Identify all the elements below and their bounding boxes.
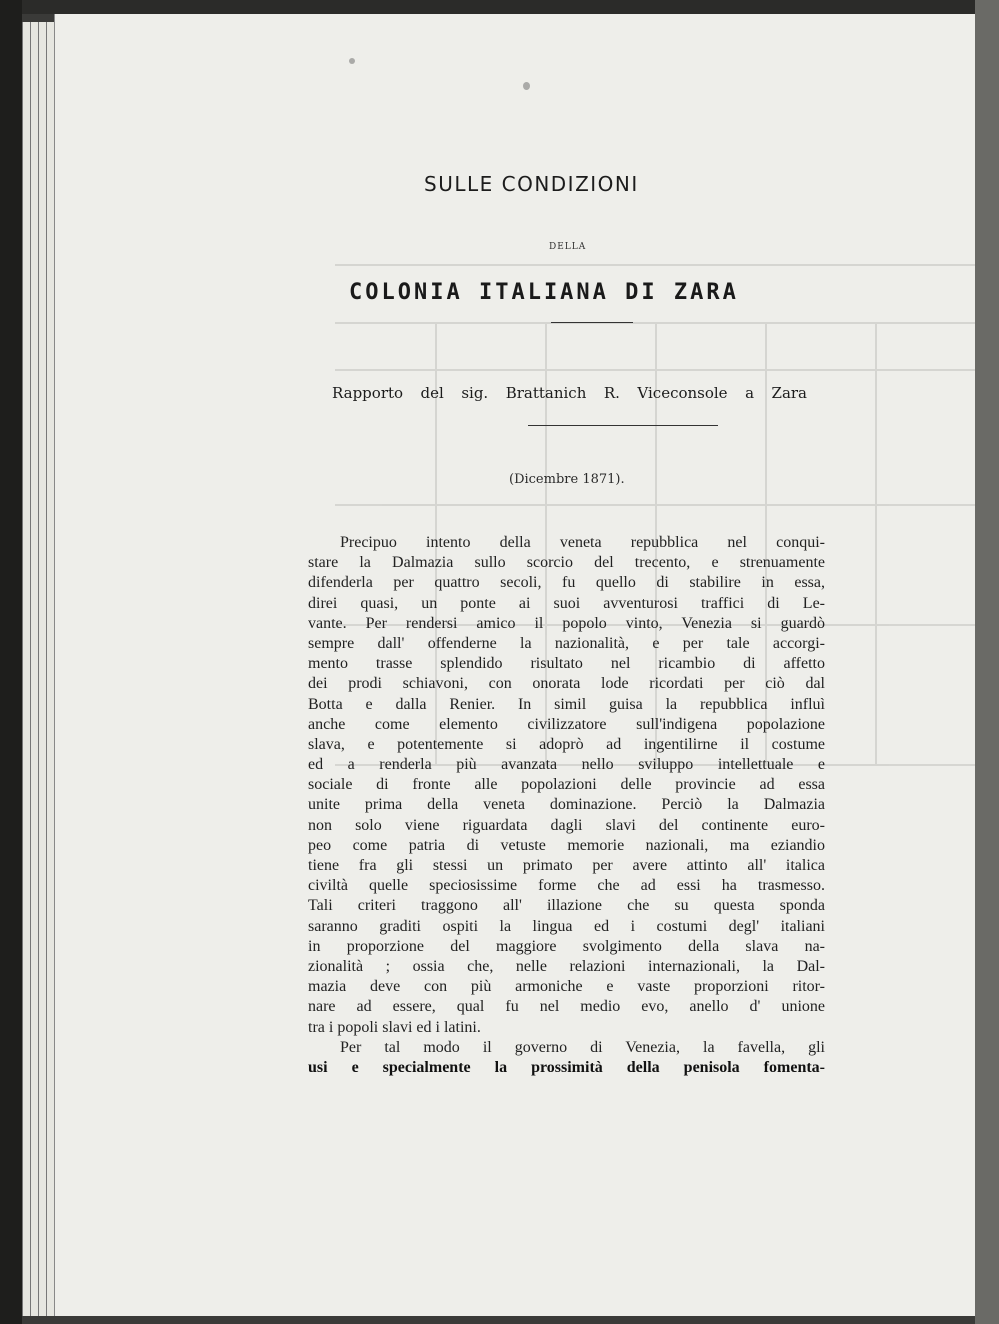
report-date: (Dicembre 1871). <box>509 472 625 487</box>
body-paragraphs <box>308 533 825 1078</box>
body-line: difenderla per quattro secoli, fu quello di stabilire in essa, <box>308 574 825 592</box>
byline-divider <box>528 425 718 426</box>
byline-word: Zara <box>771 384 807 402</box>
byline-word: del <box>420 384 444 402</box>
body-line: zionalità ; ossia che, nelle relazioni internazionali, la Dal- <box>308 957 825 975</box>
byline-word: Rapporto <box>332 384 404 402</box>
body-line: sempre dall' offenderne la nazionalità, e per tale accorgi- <box>308 634 825 652</box>
body-line: in proporzione del maggiore svolgimento della slava na- <box>308 937 825 955</box>
body-line: Per tal modo il governo di Venezia, la favella, gli <box>340 1038 825 1056</box>
body-line: nare ad essere, qual fu nel medio evo, anello d' unione <box>308 998 825 1016</box>
body-line: vante. Per rendersi amico il popolo vinto, Venezia si guardò <box>308 614 825 632</box>
page-subtitle: COLONIA ITALIANA DI ZARA <box>349 280 739 305</box>
body-line: tra i popoli slavi ed i latini. <box>308 1018 481 1036</box>
body-line: civiltà quelle speciosissime forme che ad essi ha trasmesso. <box>308 877 825 895</box>
body-line: sociale di fronte alle popolazioni delle provincie ad essa <box>308 776 825 794</box>
body-line: stare la Dalmazia sullo scorcio del trecento, e strenuamente <box>308 554 825 572</box>
scan-right-edge <box>975 0 999 1324</box>
body-line: tiene fra gli stessi un primato per avere attinto all' italica <box>308 857 825 874</box>
body-line: peo come patria di vetuste memorie nazionali, ma eziandio <box>308 836 825 854</box>
byline-word: Brattanich <box>505 384 587 402</box>
body-line: dei prodi schiavoni, con onorata lode ricordati per ciò dal <box>308 675 825 693</box>
scan-top-edge <box>0 0 999 14</box>
body-line: Botta e dalla Renier. In simil guisa la repubblica influì <box>308 695 825 713</box>
page-title: SULLE CONDIZIONI <box>424 172 639 196</box>
book-binding-edge <box>0 0 22 1324</box>
byline-word: Viceconsole <box>637 384 728 402</box>
paper-speck <box>523 82 530 90</box>
title-divider <box>551 322 633 323</box>
byline-word: sig. <box>461 384 489 402</box>
body-line: non solo viene riguardata dagli slavi del continente euro- <box>308 816 825 834</box>
body-line: Tali criteri traggono all' illazione che su questa sponda <box>308 897 825 915</box>
byline-word: R. <box>603 384 620 402</box>
body-line: mazia deve con più armoniche e vaste proporzioni ritor- <box>308 978 825 996</box>
body-line: usi e specialmente la prossimità della penisola fomenta- <box>308 1058 825 1076</box>
body-line: saranno graditi ospiti la lingua ed i costumi degl' italiani <box>308 917 825 935</box>
body-line: ed a renderla più avanzata nello sviluppo intellettuale e <box>308 756 825 774</box>
body-line: mento trasse splendido risultato nel ricambio di affetto <box>308 655 825 673</box>
body-line: slava, e potentemente si adoprò ad ingentilirne il costume <box>308 735 825 753</box>
body-line: anche come elemento civilizzatore sull'indigena popolazione <box>308 715 825 733</box>
body-line: Precipuo intento della veneta repubblica nel conqui- <box>340 534 825 551</box>
body-line: direi quasi, un ponte ai suoi avventurosi traffici di Le- <box>308 594 825 612</box>
body-line: unite prima della veneta dominazione. Perciò la Dalmazia <box>308 796 825 814</box>
paper-speck <box>349 58 355 64</box>
title-connector: DELLA <box>549 242 587 252</box>
report-byline <box>332 384 807 402</box>
byline-word: a <box>745 384 755 402</box>
